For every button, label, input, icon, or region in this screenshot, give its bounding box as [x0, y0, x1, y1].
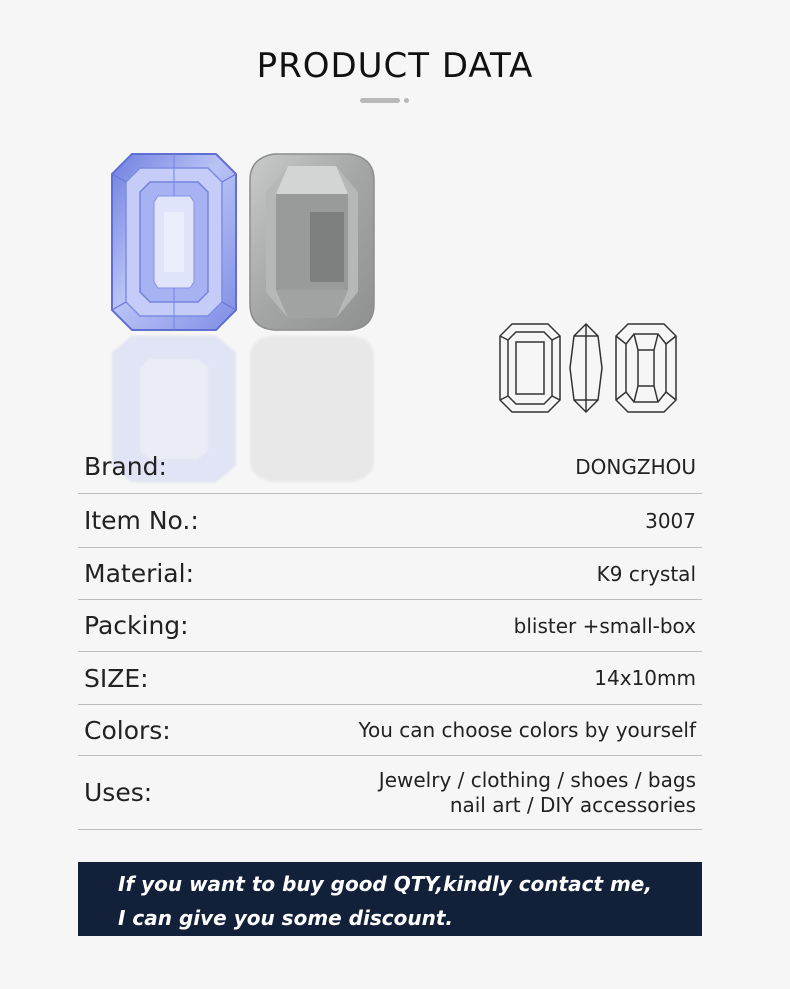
spec-row-item-no [78, 494, 702, 548]
spec-value: K9 crystal [596, 561, 696, 586]
spec-value: blister +small-box [513, 613, 696, 638]
spec-row-colors [78, 705, 702, 756]
spec-label: Packing: [84, 611, 189, 640]
spec-value: 3007 [645, 508, 696, 533]
spec-label: Item No.: [84, 506, 199, 535]
uses-line-2: nail art / DIY accessories [449, 792, 696, 817]
uses-line-1: Jewelry / clothing / shoes / bags [378, 767, 696, 792]
banner-line-1: If you want to buy good QTY,kindly contact me, [118, 872, 652, 896]
spec-label: Brand: [84, 452, 167, 481]
spec-row-uses [78, 756, 702, 830]
spec-value [379, 768, 696, 818]
banner-line-2: I can give you some discount. [118, 906, 453, 930]
spec-value: 14x10mm [594, 666, 696, 690]
spec-label: SIZE: [84, 663, 149, 693]
spec-row-packing [78, 600, 702, 652]
spec-label: Uses: [84, 778, 153, 807]
spec-value: You can choose colors by yourself [358, 718, 696, 742]
gem-back-image [248, 152, 376, 332]
spec-row-brand [78, 440, 702, 494]
title-underline [360, 98, 400, 103]
spec-row-material [78, 548, 702, 600]
discount-banner [78, 862, 702, 936]
cut-diagram-icons [498, 320, 680, 418]
spec-label: Material: [84, 559, 194, 588]
specs-table [78, 440, 702, 830]
spec-value: DONGZHOU [575, 454, 696, 479]
spec-label: Colors: [84, 715, 171, 745]
title-underline-dot [404, 98, 409, 103]
gem-front-image [110, 152, 238, 332]
page-title: PRODUCT DATA [256, 46, 534, 86]
spec-row-size [78, 652, 702, 705]
